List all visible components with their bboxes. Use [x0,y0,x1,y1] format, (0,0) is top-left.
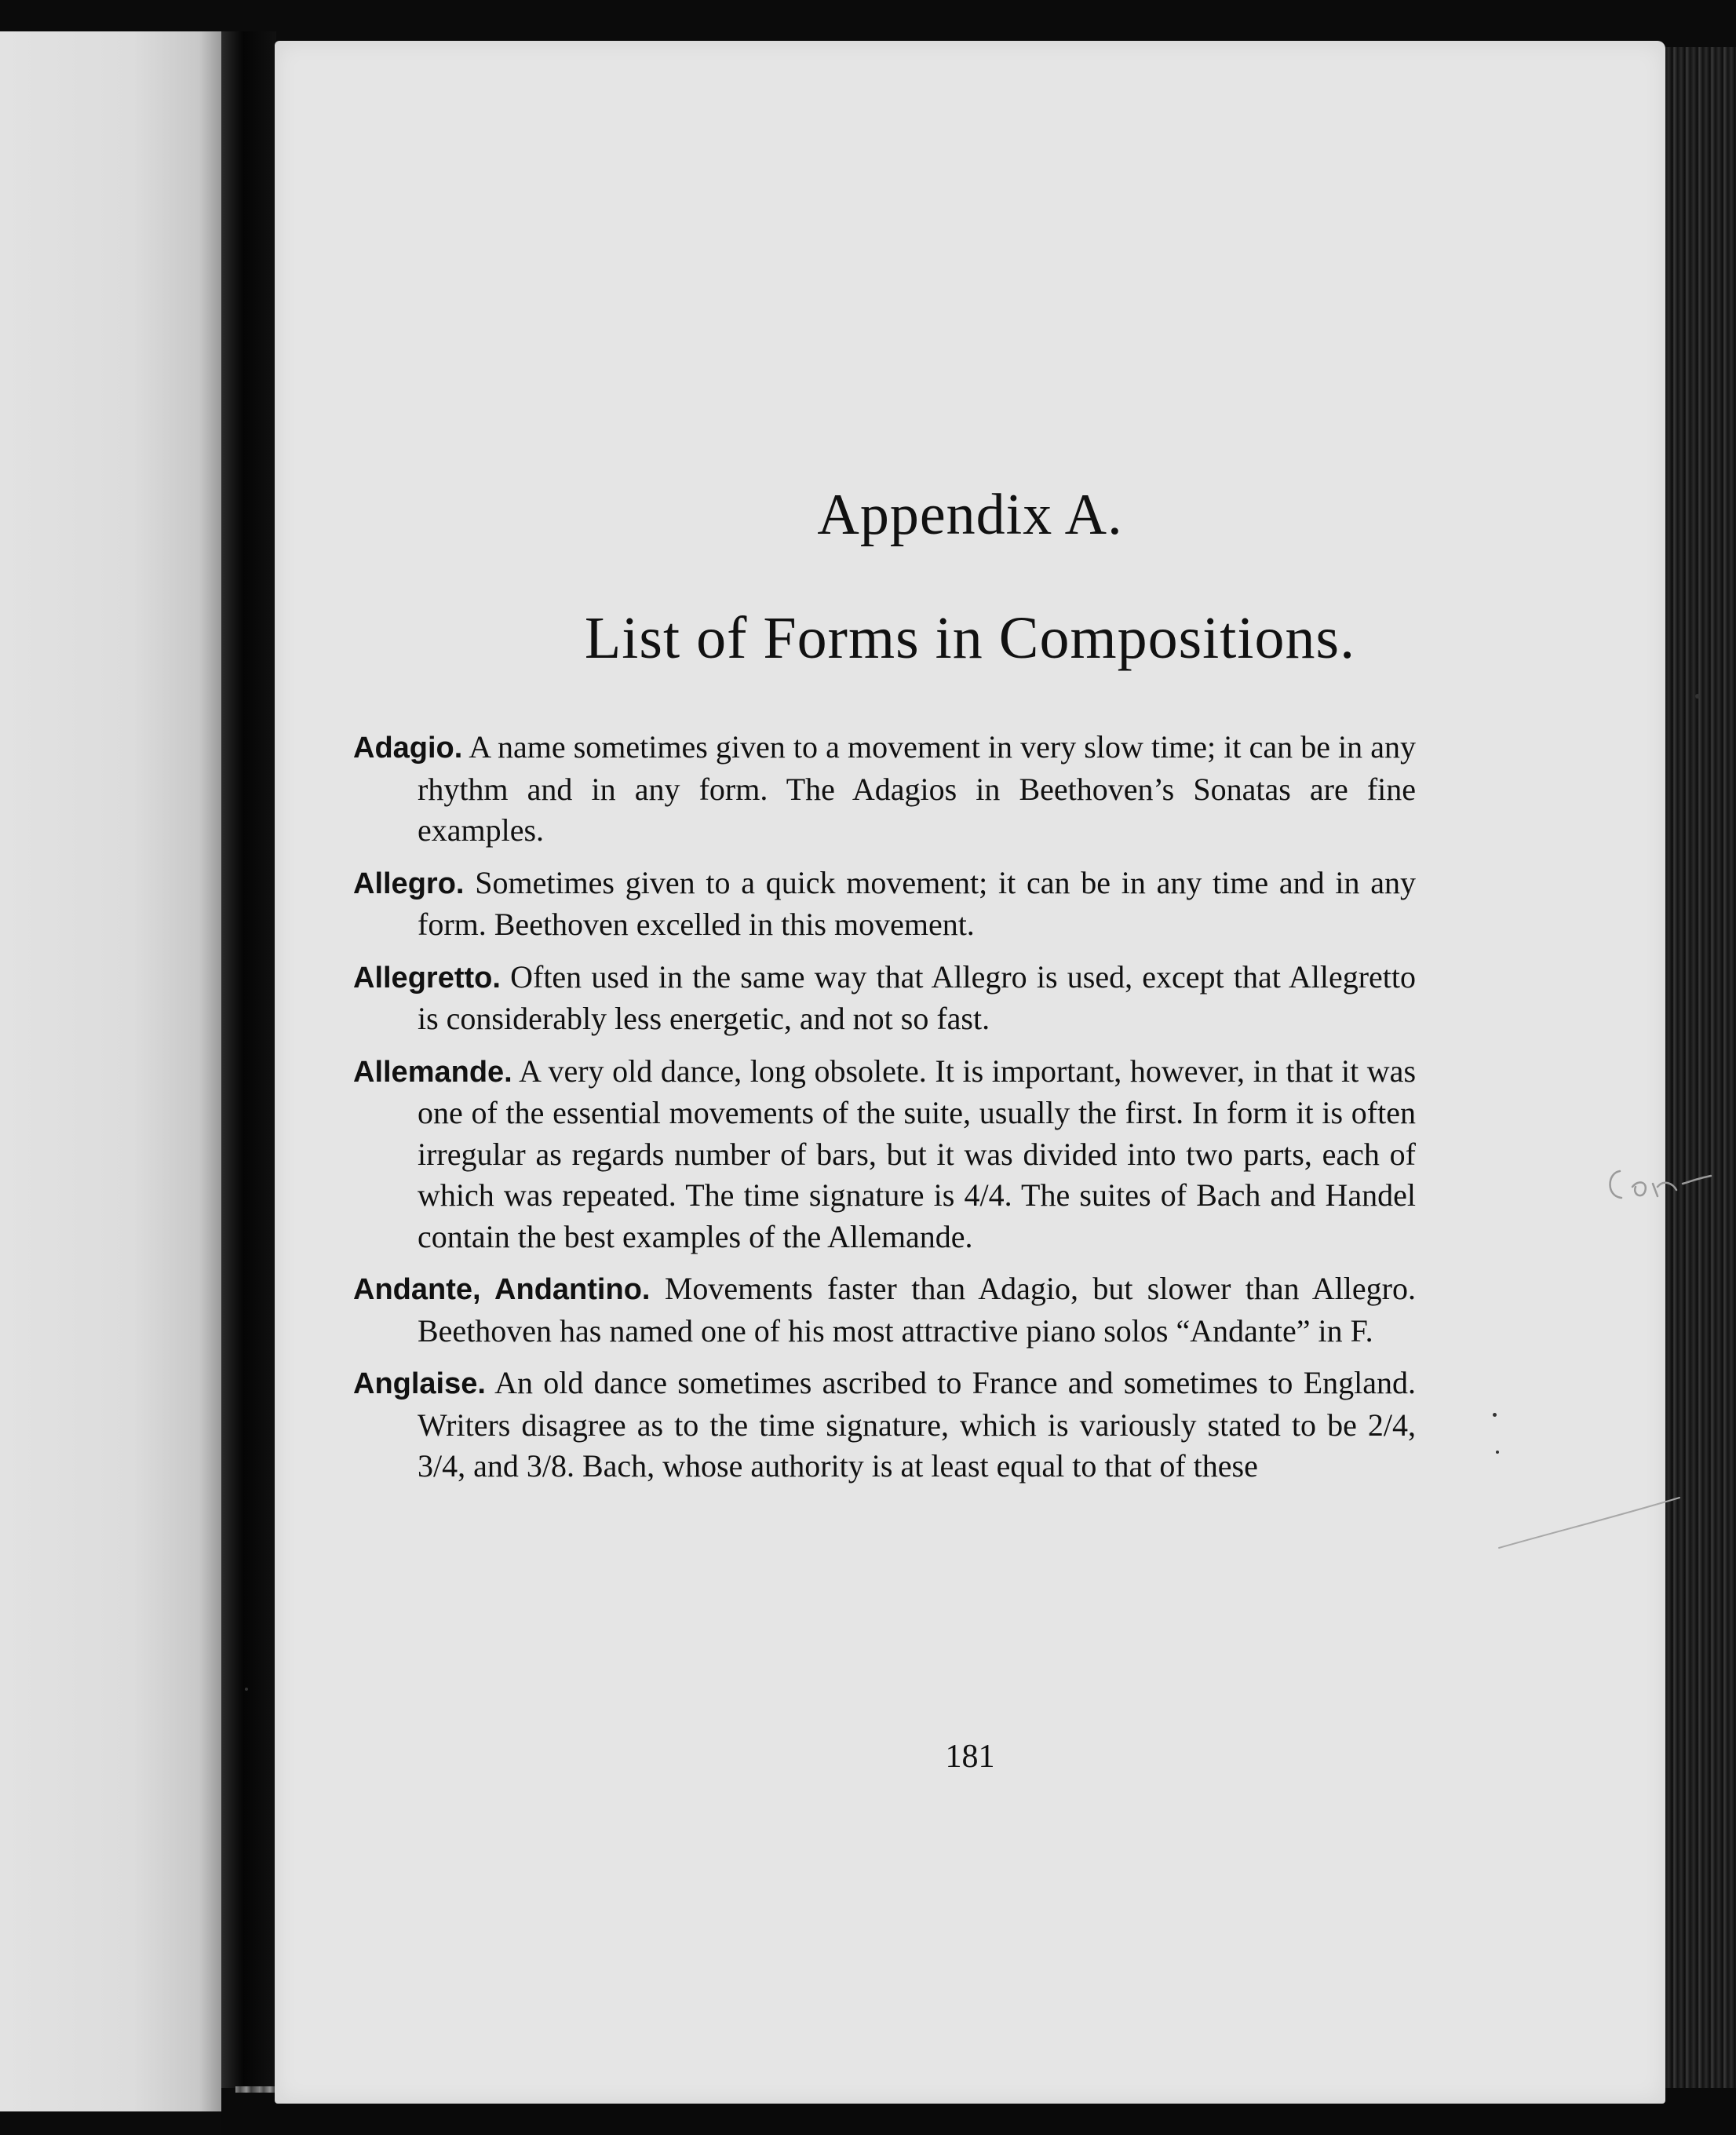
glossary-entry-allegretto [353,957,1416,1040]
page-number: 181 [945,1739,995,1775]
entry-term: Andante, Andantino. [353,1273,651,1306]
entry-term: Allegro. [353,867,465,900]
entry-term: Adagio. [353,732,463,765]
entry-term: Allegretto. [353,961,501,995]
list-title: List of Forms in Compositions. [584,605,1356,671]
glossary-entry-allemande [353,1051,1416,1258]
glossary-entry-anglaise [353,1363,1416,1487]
entry-text: A very old dance, long obsolete. It is important, however, in that it was one of the essential movements of the suite, usually the first. In form it is often irregular as regards number of bars, but it was divided into two parts, each of which was repeated. The time signature is 4/4. The suites of Bach and Handel contain the best examples of the Allemande. [418,1053,1417,1254]
pencil-annotation-mark [1601,1155,1736,1218]
glossary-entry-adagio [353,727,1416,852]
book-binding-gutter [221,31,276,2111]
page-speck [245,1688,248,1691]
book-page [275,41,1665,2104]
page-stack-edge [1665,47,1736,2104]
left-facing-page [0,31,221,2111]
entry-text: Movements faster than Adagio, but slower than Allegro. Beethoven has named one of his most attractive piano solos “Andante” in F. [418,1271,1416,1349]
page-speck [1496,1451,1499,1454]
glossary-entry-allegro [353,863,1416,946]
entry-text: Often used in the same way that Allegro is used, except that Allegretto is considerably less energetic, and not so fast. [418,958,1416,1036]
entry-text: Sometimes given to a quick movement; it can be in any time and in any form. Beethoven excelled in this movement. [418,864,1417,942]
entry-term: Allemande. [353,1055,512,1089]
appendix-title: Appendix A. [817,483,1123,547]
page-content [275,41,1665,2104]
entry-text: An old dance sometimes ascribed to France and sometimes to England. Writers disagree as to the time signature, which is variously stated to be 2/4, 3/4, and 3/8. Bach, whose authority is at least equal to that of these [418,1365,1416,1484]
page-speck [1695,694,1700,699]
glossary-entries [353,727,1416,1498]
entry-text: A name sometimes given to a movement in very slow time; it can be in any rhythm and in any form. The Adagios in Beethoven’s Sonatas are fine examples. [418,729,1417,848]
pencil-stroke-mark [1491,1493,1687,1556]
page-speck [1493,1413,1497,1417]
entry-term: Anglaise. [353,1367,486,1400]
glossary-entry-andante [353,1268,1416,1352]
